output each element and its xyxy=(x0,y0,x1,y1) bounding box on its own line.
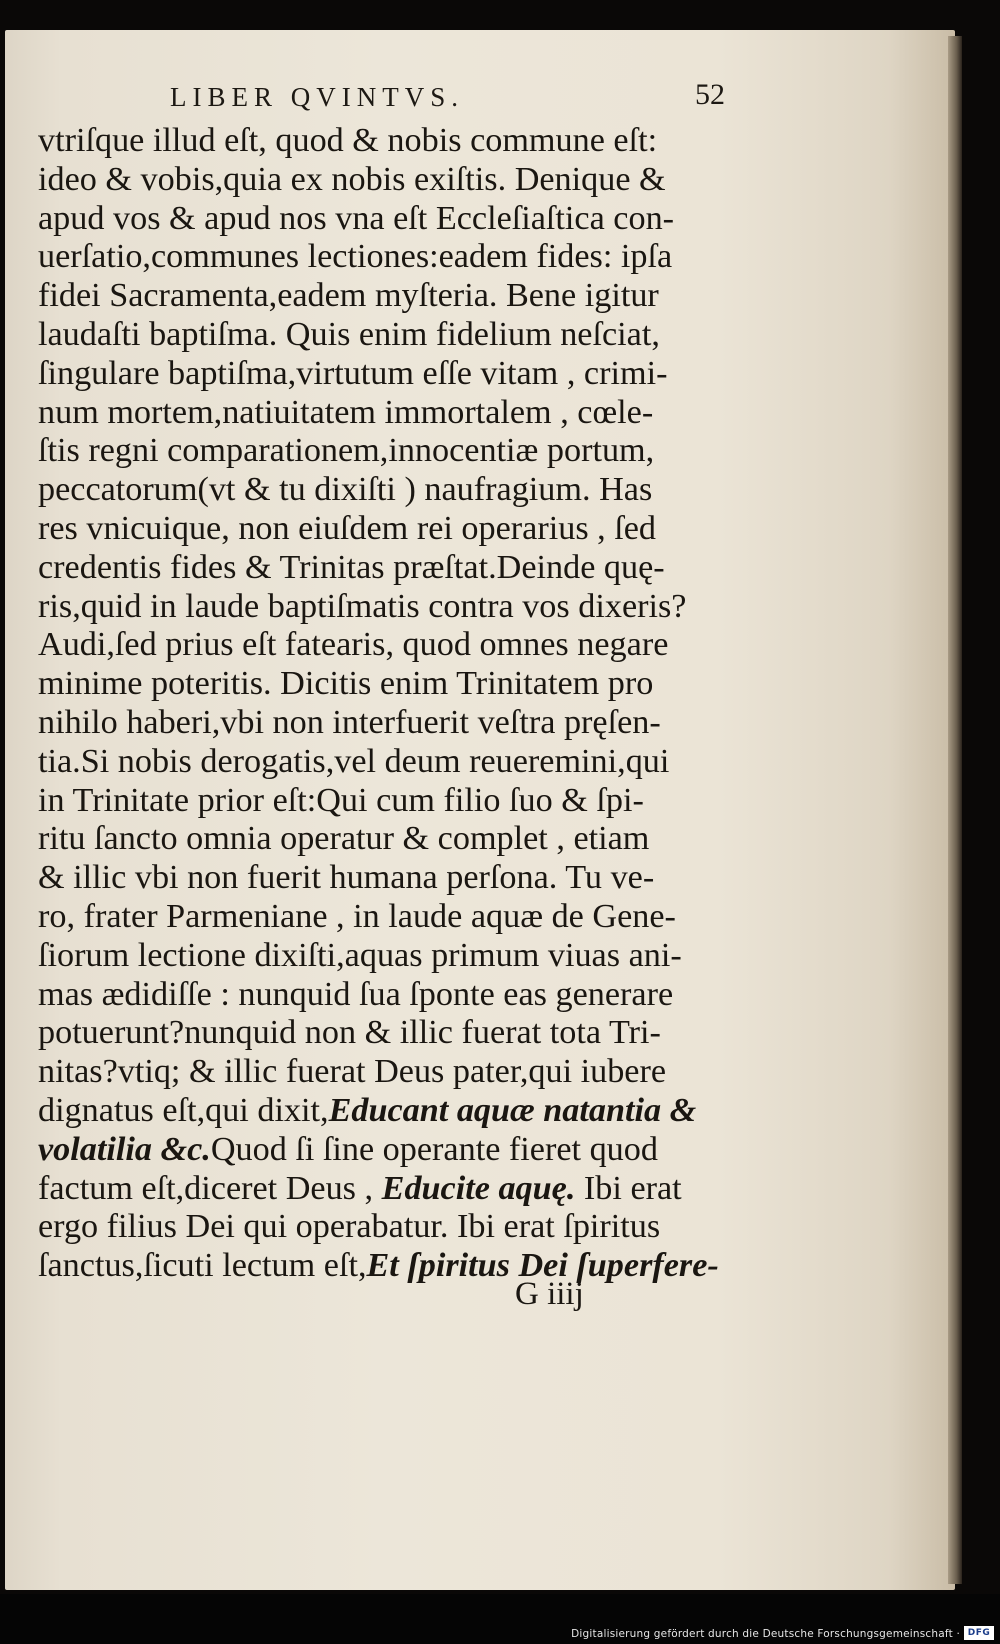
text-line: apud vos & apud nos vna eſt Eccleſiaſtica con- xyxy=(38,199,675,237)
text-line: peccatorum(vt & tu dixiſti ) naufragium. Has xyxy=(38,471,653,509)
text-line: ſingulare baptiſma,virtutum eſſe vitam , crimi- xyxy=(38,354,668,392)
text-line: nitas?vtiq; & illic fuerat Deus pater,qui iubere xyxy=(38,1053,667,1091)
text-line: vtriſque illud eſt, quod & nobis commune eſt: xyxy=(38,122,658,159)
body-text xyxy=(38,122,728,1286)
text-line xyxy=(38,1131,728,1170)
text-line: ſtis regni comparationem,innocentiæ portum, xyxy=(38,432,655,470)
text-line xyxy=(38,1092,728,1131)
running-head-title: LIBER QVINTVS. xyxy=(170,82,464,112)
text-segment: dignatus eſt,qui dixit, xyxy=(38,1091,329,1129)
italic-quote: Et ſpiritus Dei ſuperfere- xyxy=(366,1247,719,1285)
text-line: mas ædidiſſe : nunquid ſua ſponte eas generare xyxy=(38,975,674,1013)
text-line: num mortem,natiuitatem immortalem , cœle- xyxy=(38,393,654,431)
italic-quote: Educant aquæ natantia & xyxy=(328,1091,697,1129)
text-line: minime poteritis. Dicitis enim Trinitatem pro xyxy=(38,665,654,703)
dfg-logo-icon: DFG xyxy=(964,1626,994,1640)
text-line: & illic vbi non fuerit humana perſona. Tu ve- xyxy=(38,859,655,897)
text-line: ergo filius Dei qui operabatur. Ibi erat ſpiritus xyxy=(38,1208,661,1246)
text-line: in Trinitate prior eſt:Qui cum filio ſuo & ſpi- xyxy=(38,781,644,819)
text-line: tia.Si nobis derogatis,vel deum reueremini,qui xyxy=(38,742,670,780)
text-segment: Ibi erat xyxy=(575,1169,682,1207)
text-segment: Quod ſi ſine operante fieret quod xyxy=(210,1130,658,1168)
text-line: potuerunt?nunquid non & illic fuerat tota Tri- xyxy=(38,1014,661,1052)
text-line: credentis fides & Trinitas præſtat.Deinde quę- xyxy=(38,548,665,586)
text-line: uerſatio,communes lectiones:eadem fides: ipſa xyxy=(38,238,673,276)
text-line: fidei Sacramenta,eadem myſteria. Bene igitur xyxy=(38,277,659,315)
text-line: res vnicuique, non eiuſdem rei operarius , ſed xyxy=(38,509,657,547)
page-edge xyxy=(948,36,962,1584)
text-line: ro, frater Parmeniane , in laude aquæ de Gene- xyxy=(38,897,676,935)
text-line xyxy=(38,1170,728,1209)
text-segment: factum eſt,diceret Deus , xyxy=(38,1169,382,1207)
page-number: 52 xyxy=(695,78,725,111)
text-line: ideo & vobis,quia ex nobis exiſtis. Denique & xyxy=(38,160,666,198)
text-line xyxy=(38,1247,728,1286)
text-line: laudaſti baptiſma. Quis enim fidelium neſciat, xyxy=(38,315,660,353)
text-line: ſiorum lectione dixiſti,aquas primum viuas ani- xyxy=(38,936,682,974)
italic-quote: volatilia &c. xyxy=(38,1130,211,1168)
signature-mark: G iiij xyxy=(515,1276,584,1312)
text-line: Audi,ſed prius eſt fatearis, quod omnes negare xyxy=(38,626,669,664)
text-segment: ſanctus,ſicuti lectum eſt, xyxy=(38,1247,367,1285)
running-head xyxy=(35,78,725,122)
footer-credit: Digitalisierung gefördert durch die Deutsche Forschungsgemeinschaft · xyxy=(571,1628,960,1640)
text-line: nihilo haberi,vbi non interfuerit veſtra pręſen- xyxy=(38,703,661,741)
italic-quote: Educite aquę. xyxy=(381,1169,576,1207)
text-line: ris,quid in laude baptiſmatis contra vos dixeris? xyxy=(38,587,687,625)
text-line: ritu ſancto omnia operatur & complet , etiam xyxy=(38,820,650,858)
